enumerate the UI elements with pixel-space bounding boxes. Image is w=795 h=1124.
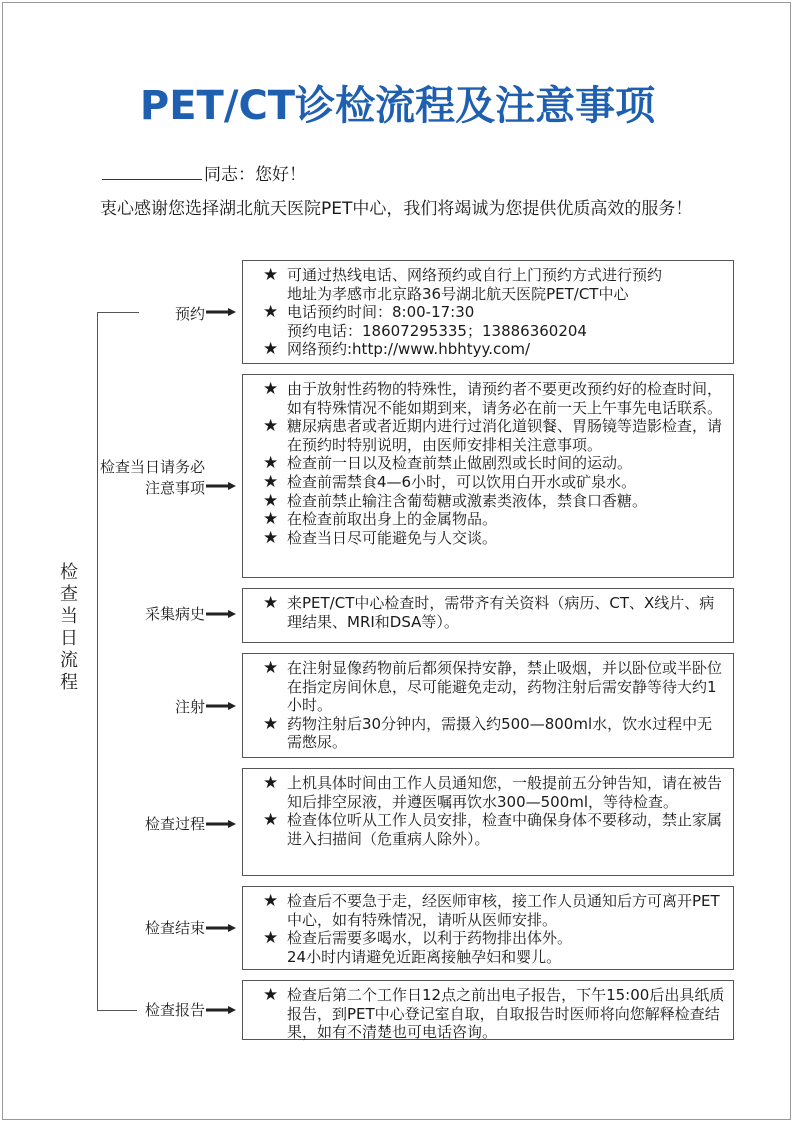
- side-title: 检查当日流程: [60, 562, 78, 693]
- step-item-text: 检查前需禁食4—6小时，可以饮用白开水或矿泉水。: [287, 472, 637, 491]
- step-box-4: [242, 653, 734, 758]
- star-icon: ★: [263, 471, 279, 492]
- step-item: [263, 380, 725, 417]
- arrow-right-icon: [206, 702, 236, 710]
- flow-connector: [97, 1010, 137, 1011]
- step-label-1: 预约: [174, 305, 205, 323]
- step-item-text: 上机具体时间由工作人员通知您，一般提前五分钟告知，请在被告知后排空尿液，并遵医嘱再饮水300—500ml，等待检查。: [287, 774, 723, 811]
- step-label-line: 检查当日请务必: [100, 458, 206, 476]
- step-item: [263, 715, 725, 752]
- intro-paragraph: 衷心感谢您选择湖北航天医院PET中心，我们将竭诚为您提供优质高效的服务！: [100, 199, 693, 219]
- star-icon: ★: [263, 713, 279, 734]
- step-item: [263, 303, 725, 340]
- star-icon: ★: [263, 490, 279, 511]
- step-item-text: 检查体位听从工作人员安排，检查中确保身体不要移动，禁止家属进入扫描间（危重病人除外）。: [287, 811, 723, 848]
- arrow-right-icon: [206, 610, 236, 618]
- step-item-text: 网络预约:http://www.hbhtyy.com/: [287, 340, 531, 359]
- step-label-3: 采集病史: [144, 605, 205, 623]
- step-item: [263, 266, 725, 303]
- step-item-text: 检查前一日以及检查前禁止做剧烈或长时间的运动。: [287, 454, 633, 473]
- step-item-text: 预约电话：18607295335；13886360204: [287, 321, 587, 340]
- step-label-6: 检查结束: [144, 919, 205, 937]
- star-icon: ★: [263, 453, 279, 474]
- step-item: [263, 929, 725, 966]
- step-items: [263, 266, 725, 359]
- greeting-text: 同志：您好！: [204, 165, 306, 185]
- step-box-3: [242, 588, 734, 643]
- step-label-5: 检查过程: [144, 815, 205, 833]
- page-title: PET/CT诊检流程及注意事项: [139, 83, 656, 129]
- step-item-text: 地址为孝感市北京路36号湖北航天医院PET/CT中心: [287, 284, 629, 303]
- step-item-text: 检查后不要急于走，经医师审核，接工作人员通知后方可离开PET中心，如有特殊情况，请听从医师安排。: [287, 892, 720, 929]
- step-item: [263, 340, 725, 359]
- star-icon: ★: [263, 658, 279, 678]
- step-item-text: 来PET/CT中心检查时，需带齐有关资料（病历、CT、X线片、病理结果、MRI和DSA等）。: [287, 594, 715, 631]
- step-item: [263, 492, 725, 511]
- arrow-right-icon: [206, 820, 236, 828]
- step-item-text: 检查后第二个工作日12点之前出电子报告，下午15:00后出具纸质报告，到PET中心登记室自取，自取报告时医师将向您解释检查结果，如有不清楚也可电话咨询。: [287, 986, 725, 1042]
- arrow-right-icon: [206, 924, 236, 932]
- step-item-text: 检查当日尽可能避免与人交谈。: [287, 528, 498, 547]
- step-label-line: 注意事项: [144, 479, 205, 497]
- star-icon: ★: [263, 891, 279, 911]
- greeting: [102, 160, 306, 185]
- flow-connector: [97, 312, 139, 313]
- star-icon: ★: [263, 593, 279, 613]
- step-item-text: 药物注射后30分钟内，需摄入约500—800ml水，饮水过程中无需憋尿。: [287, 714, 713, 752]
- step-items: [263, 380, 725, 547]
- step-items: [263, 774, 725, 848]
- name-blank: [102, 163, 202, 180]
- star-icon: ★: [263, 379, 279, 399]
- step-item-text: 在注射显像药物前后都须保持安静，禁止吸烟，并以卧位或半卧位在指定房间休息，尽可能避免走动，药物注射后需安静等待大约1小时。: [287, 659, 723, 715]
- star-icon: ★: [263, 928, 279, 949]
- step-items: [263, 892, 725, 966]
- step-box-5: [242, 768, 734, 876]
- step-item: [263, 594, 725, 631]
- arrow-right-icon: [206, 1006, 236, 1014]
- step-item-text: 检查前禁止输注含葡萄糖或激素类液体，禁食口香糖。: [287, 491, 648, 510]
- arrow-right-icon: [206, 308, 236, 316]
- star-icon: ★: [263, 416, 279, 437]
- step-items: [263, 659, 725, 752]
- step-items: [263, 594, 725, 631]
- step-box-1: [242, 260, 734, 364]
- step-item: [263, 454, 725, 473]
- arrow-right-icon: [206, 482, 236, 490]
- step-item-text: 电话预约时间：8:00-17:30: [287, 303, 475, 322]
- step-box-6: [242, 886, 734, 970]
- star-icon: ★: [263, 339, 279, 360]
- step-item-text: 糖尿病患者或者近期内进行过消化道钡餐、胃肠镜等造影检查，请在预约时特别说明，由医师安排相关注意事项。: [287, 417, 723, 454]
- star-icon: ★: [263, 773, 279, 793]
- step-item-text: 检查后需要多喝水，以利于药物排出体外。: [287, 929, 573, 948]
- star-icon: ★: [263, 509, 279, 530]
- step-item-text: 24小时内请避免近距离接触孕妇和婴儿。: [287, 947, 562, 966]
- step-item: [263, 892, 725, 929]
- step-item: [263, 529, 725, 548]
- step-item: [263, 417, 725, 454]
- step-item: [263, 774, 725, 811]
- step-item: [263, 473, 725, 492]
- step-item: [263, 510, 725, 529]
- step-items: [263, 986, 725, 1042]
- step-item-text: 可通过热线电话、网络预约或自行上门预约方式进行预约: [287, 266, 663, 284]
- step-item: [263, 986, 725, 1042]
- step-label-2: [100, 457, 205, 499]
- star-icon: ★: [263, 810, 279, 831]
- star-icon: ★: [263, 302, 279, 323]
- flow-vertical-line: [97, 312, 98, 1010]
- step-item-text: 由于放射性药物的特殊性，请预约者不要更改预约好的检查时间，如有特殊情况不能如期到来，请务必在前一天上午事先电话联系。: [287, 380, 723, 417]
- step-label-7: 检查报告: [144, 1001, 205, 1019]
- star-icon: ★: [263, 265, 279, 285]
- step-item: [263, 811, 725, 848]
- step-item: [263, 659, 725, 715]
- star-icon: ★: [263, 985, 279, 1005]
- step-box-2: [242, 374, 734, 578]
- step-item-text: 在检查前取出身上的金属物品。: [287, 510, 498, 529]
- step-label-4: 注射: [174, 698, 205, 716]
- step-box-7: [242, 980, 734, 1040]
- star-icon: ★: [263, 527, 279, 548]
